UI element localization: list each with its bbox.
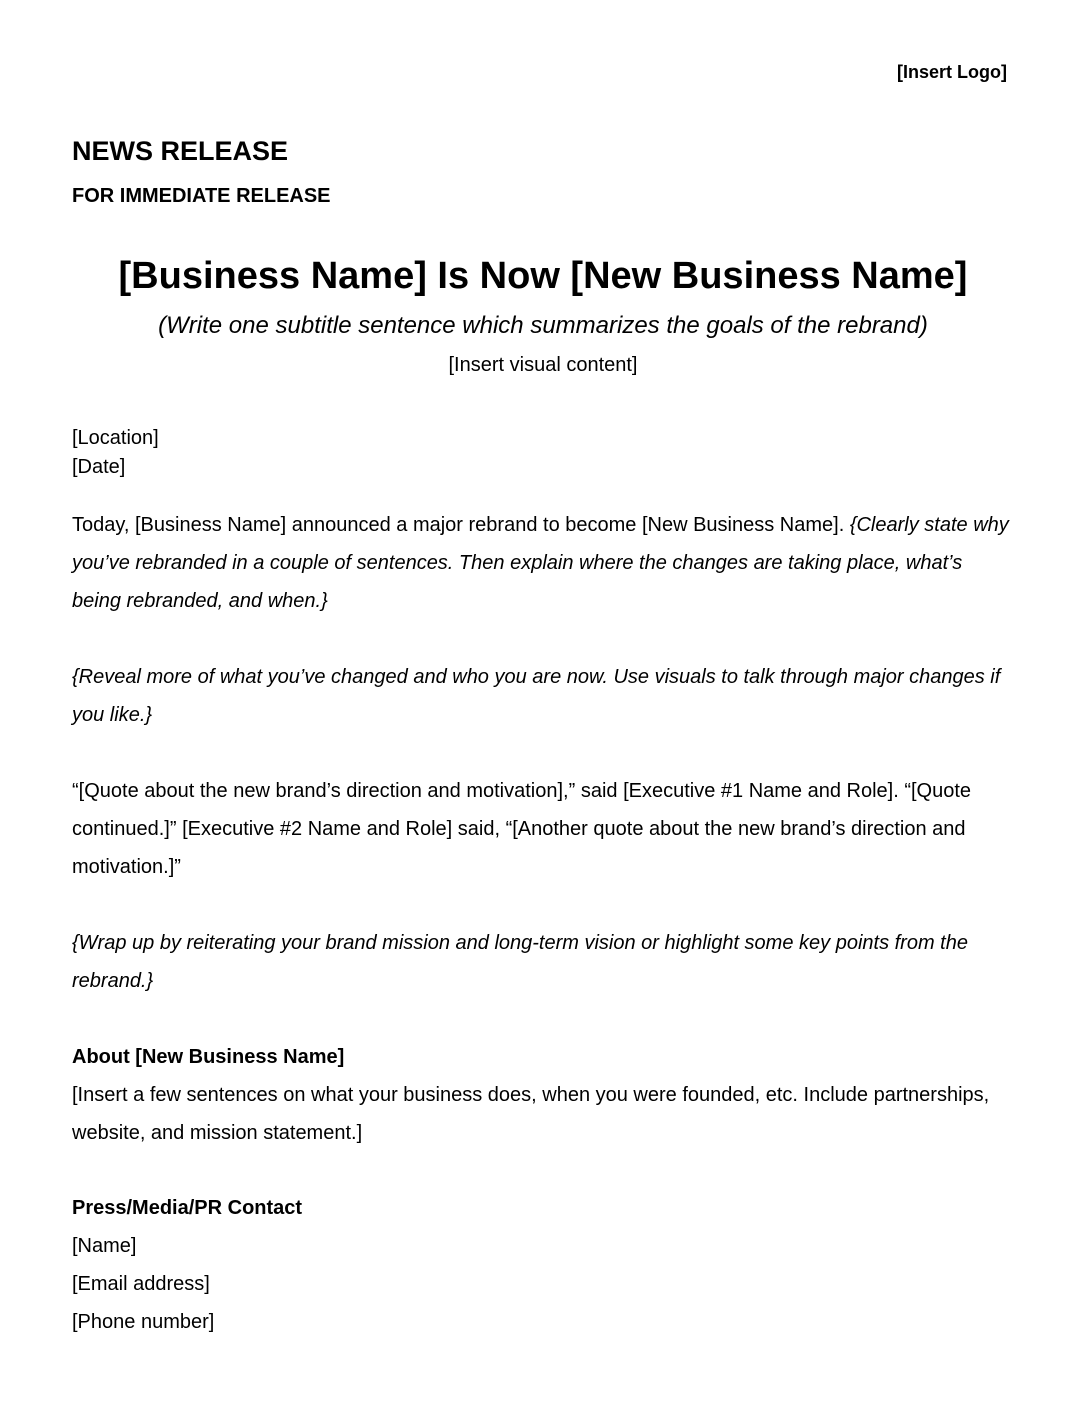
dateline-location: [Location]: [72, 427, 159, 449]
headline-subtitle: (Write one subtitle sentence which summarizes the goals of the rebrand): [158, 312, 928, 339]
intro-instruction: {Clearly state why you’ve rebranded in a couple of sentences. Then explain where the changes are taking place, what’s being rebranded, and when.}: [72, 514, 1009, 612]
page-title: [Business Name] Is Now [New Business Name]: [118, 255, 968, 297]
about-heading: About [New Business Name]: [72, 1046, 345, 1068]
dateline: [72, 424, 1012, 482]
release-subtitle: FOR IMMEDIATE RELEASE: [72, 185, 331, 207]
about-section: [72, 1038, 1012, 1152]
quote-paragraph: “[Quote about the new brand’s direction and motivation],” said [Executive #1 Name and Role]. “[Quote continued.]” [Executive #2 Name and Role] said, “[Another quote about the new brand’s direction and motivation.]”: [72, 780, 972, 878]
intro-text: Today, [Business Name] announced a major rebrand to become [New Business Name].: [72, 514, 850, 536]
intro-paragraph: [72, 506, 1012, 620]
about-text: [Insert a few sentences on what your business does, when you were founded, etc. Include partnerships, website, and mission statement.]: [72, 1084, 990, 1144]
contact-section: [72, 1189, 1012, 1341]
logo-placeholder: [Insert Logo]: [897, 62, 1007, 82]
contact-email: [Email address]: [72, 1273, 210, 1295]
contact-name: [Name]: [72, 1235, 137, 1257]
contact-heading: Press/Media/PR Contact: [72, 1197, 303, 1219]
dateline-date: [Date]: [72, 456, 126, 478]
visual-placeholder: [Insert visual content]: [448, 354, 638, 376]
reveal-paragraph: {Reveal more of what you’ve changed and who you are now. Use visuals to talk through major changes if you like.}: [72, 666, 1001, 726]
release-title: NEWS RELEASE: [72, 136, 289, 166]
contact-phone: [Phone number]: [72, 1311, 215, 1333]
wrapup-paragraph: {Wrap up by reiterating your brand mission and long-term vision or highlight some key points from the rebrand.}: [72, 932, 968, 992]
